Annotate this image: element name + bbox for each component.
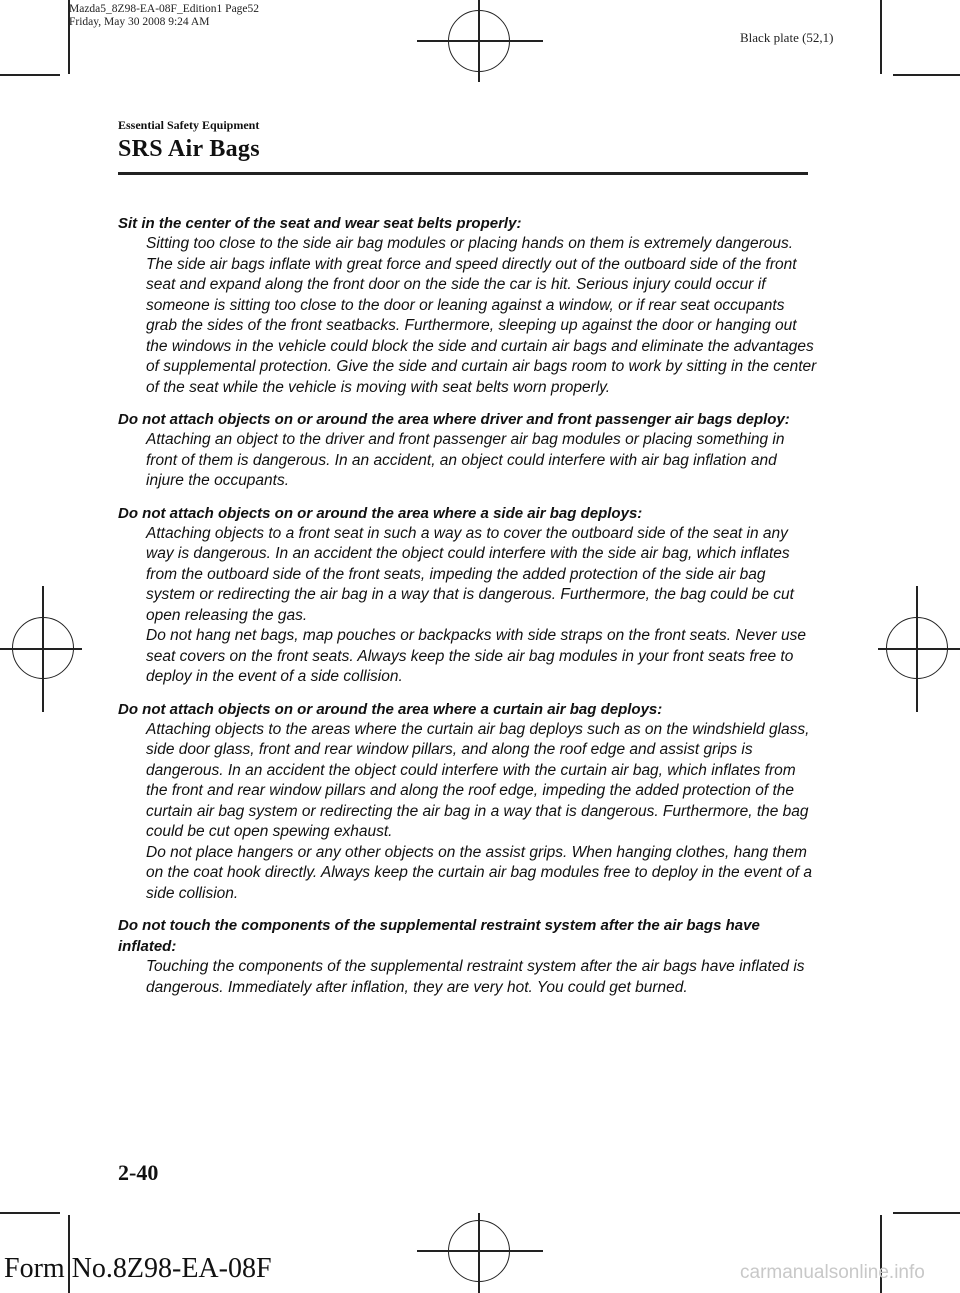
warning-item-title: Do not attach objects on or around the area where a side air bag deploys:: [118, 504, 643, 522]
form-number: Form No.8Z98-EA-08F: [4, 1253, 272, 1284]
warning-item-body: [118, 524, 818, 688]
crop-mark: [0, 1212, 60, 1214]
print-header-filename: Mazda5_8Z98-EA-08F_Edition1 Page52: [69, 3, 260, 15]
page-title: SRS Air Bags: [118, 136, 260, 162]
print-header-timestamp: Friday, May 30 2008 9:24 AM: [69, 16, 210, 28]
warning-item-title: Do not attach objects on or around the area where a curtain air bag deploys:: [118, 700, 663, 718]
warning-item: [118, 409, 818, 492]
warning-item-body: [118, 720, 818, 905]
crop-mark: [893, 1212, 960, 1214]
crop-mark: [893, 74, 960, 76]
page-number: 2-40: [118, 1160, 159, 1185]
crop-mark: [880, 0, 882, 74]
title-rule: [118, 172, 808, 175]
warning-item: [118, 503, 818, 688]
crop-mark: [0, 74, 60, 76]
warning-item-title: Do not attach objects on or around the area where driver and front passenger air bags deploy:: [118, 411, 790, 428]
warning-paragraph: Touching the components of the supplemental restraint system after the air bags have inflated is dangerous. Immediately after inflation, they are very hot. You could get burned.: [146, 958, 805, 996]
warning-item: [118, 915, 818, 998]
warning-item: [118, 213, 818, 398]
warning-item-body: [118, 234, 818, 398]
warning-paragraph: Attaching an object to the driver and front passenger air bag modules or placing something in front of them is dangerous. In an accident, an object could interfere with air bag inflation and injure the occupants.: [146, 431, 785, 489]
print-header: [69, 3, 259, 29]
warning-item-body: [118, 430, 818, 492]
warning-item: [118, 699, 818, 905]
plate-label: Black plate (52,1): [740, 30, 834, 45]
warning-item-title: Sit in the center of the seat and wear seat belts properly:: [118, 215, 522, 232]
section-label: Essential Safety Equipment: [118, 118, 260, 132]
warning-paragraph: Do not hang net bags, map pouches or backpacks with side straps on the front seats. Never use seat covers on the front seats. Always keep the side air bag modules in your front seats free to deploy in the event of a side collision.: [146, 627, 806, 685]
warning-item-body: [118, 957, 818, 998]
warning-paragraph: Do not place hangers or any other objects on the assist grips. When hanging clothes, hang them on the coat hook directly. Always keep the curtain air bag modules free to deploy in the event of a side collision.: [146, 843, 813, 902]
watermark: carmanualsonline.info: [740, 1262, 925, 1283]
warning-paragraph: Sitting too close to the side air bag modules or placing hands on them is extremely dangerous. The side air bags inflate with great force and speed directly out of the outboard side of the front seat and expand along the front door on the side the car is hit. Serious injury could occur if someone is sitting too close to the door or leaning against a window, or if rear seat occupants grab the sides of the front seatbacks. Furthermore, sleeping up against the door or hanging out the windows in the vehicle could block the side and curtain air bags and eliminate the advantages of supplemental protection. Give the side and curtain air bags room to work by sitting in the center of the seat while the vehicle is moving with seat belts worn properly.: [146, 235, 817, 396]
warning-paragraph: Attaching objects to a front seat in such a way as to cover the outboard side of the seat in any way is dangerous. In an accident the object could interfere with the side air bag, which inflates from the outboard side of the front seats, impeding the added protection of the side air bag system or redirecting the air bag in a way that is dangerous. Furthermore, the bag could be cut open releasing the gas.: [146, 524, 794, 624]
warning-item-title: Do not touch the components of the supplemental restraint system after the air bags have inflated:: [118, 917, 760, 955]
warning-paragraph: Attaching objects to the areas where the curtain air bag deploys such as on the windshield glass, side door glass, front and rear window pillars, and along the roof edge and assist grips is dangerous. In an accident the object could interfere with the curtain air bag, which inflates from the front and rear window pillars and along the roof edge, impeding the added protection of the curtain air bag system or redirecting the air bag in a way that is dangerous. Furthermore, the bag could be cut open spewing exhaust.: [146, 720, 810, 840]
warning-list: [118, 213, 818, 1009]
